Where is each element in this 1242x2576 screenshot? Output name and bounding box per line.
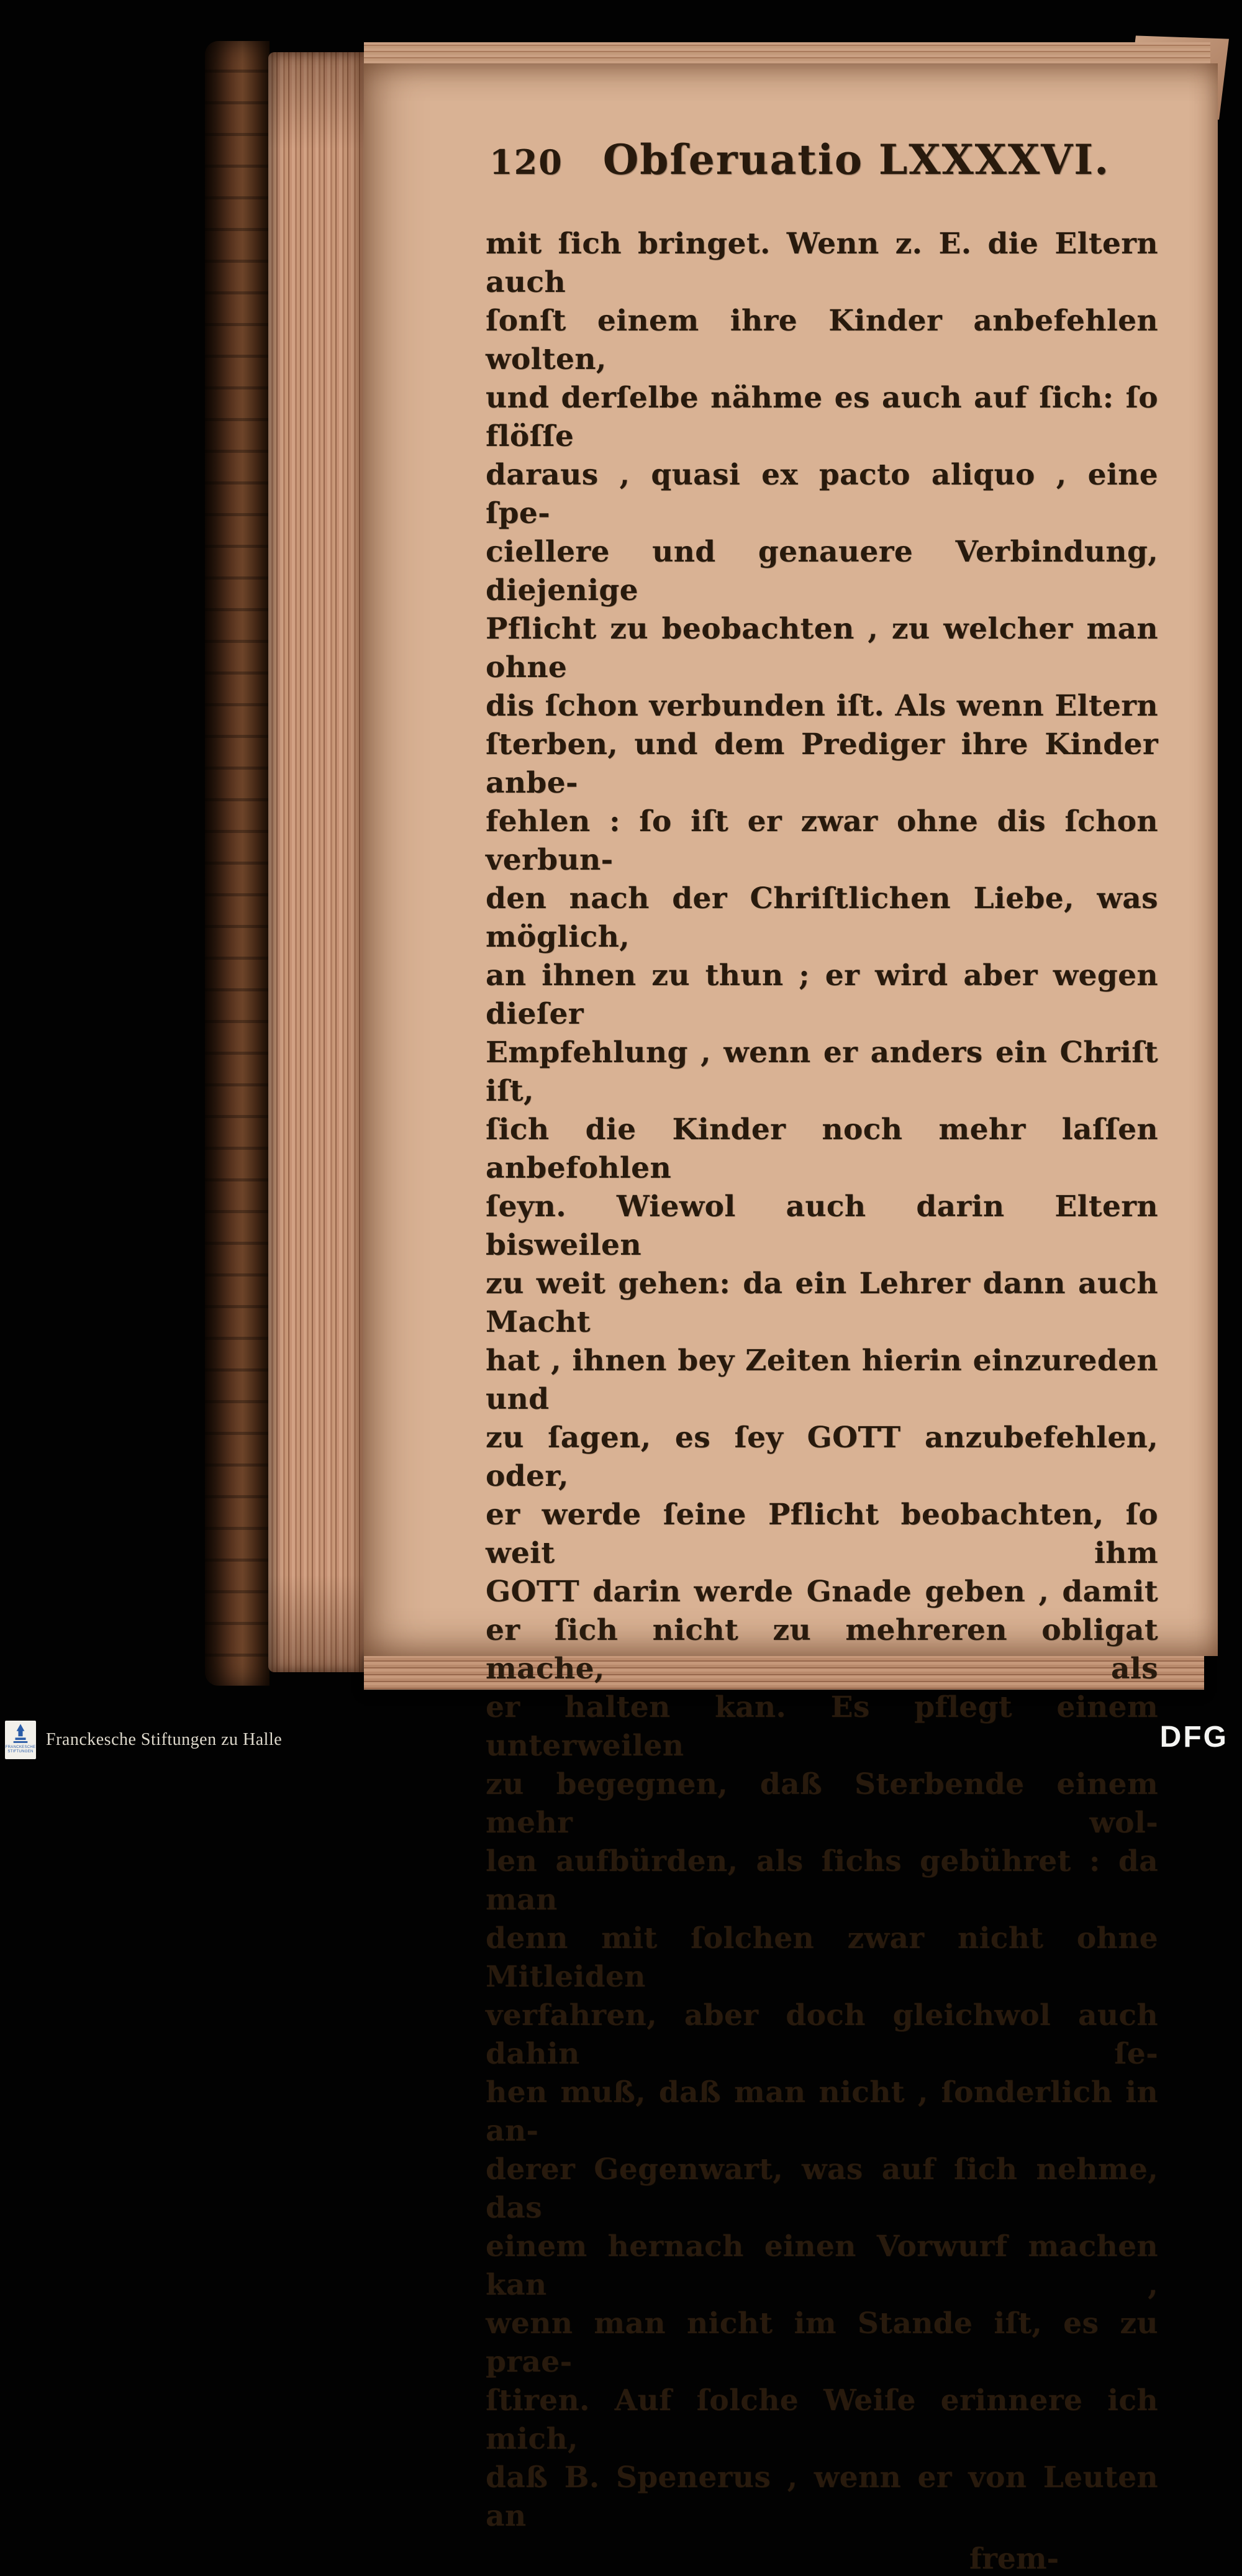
text-line: ſtiren. Auf ſolche Weiſe erinnere ich mich,: [486, 2383, 1158, 2456]
text-line: ſeyn. Wiewol auch darin Eltern bisweilen: [486, 1190, 1158, 1262]
text-line: daß B. Spenerus , wenn er von Leuten an: [486, 2460, 1158, 2533]
text-line: denn mit ſolchen zwar nicht ohne Mitleiden: [486, 1921, 1158, 1994]
text-line: ſonſt einem ihre Kinder anbefehlen wolten,: [486, 304, 1158, 376]
logo-caption: FRANCKESCHE STIFTUNGEN: [5, 1745, 36, 1754]
text-line: zu ſagen, es ſey GOTT anzubefehlen, oder,: [486, 1421, 1158, 1493]
text-line: Pflicht zu beobachten , zu welcher man ohne: [486, 612, 1158, 685]
text-line: GOTT darin werde Gnade geben , damit: [486, 1575, 1158, 1609]
text-line: an ihnen zu thun ; er wird aber wegen dieſer: [486, 958, 1158, 1031]
text-line: zu weit gehen: da ein Lehrer dann auch Macht: [486, 1267, 1158, 1339]
book-spine: [205, 41, 270, 1686]
text-line: daraus , quasi ex pacto aliquo , eine ſpe-: [486, 458, 1158, 530]
institution-label: Franckesche Stiftungen zu Halle: [46, 1730, 283, 1749]
text-line: len aufbürden, als ſichs gebühret : da man: [486, 1844, 1158, 1917]
text-line: ciellere und genauere Verbindung, diejenige: [486, 535, 1158, 608]
text-line: einem hernach einen Vorwurf machen kan ,: [486, 2229, 1158, 2302]
text-line: ſterben, und dem Prediger ihre Kinder anbe-: [486, 727, 1158, 800]
dfg-logo: DFG: [1159, 1721, 1228, 1754]
franckesche-stiftungen-logo-icon: [5, 1721, 36, 1759]
text-line: derer Gegenwart, was auf ſich nehme, das: [486, 2152, 1158, 2225]
text-line: Empfehlung , wenn er anders ein Chriſt iſt,: [486, 1035, 1158, 1108]
text-line: ſich die Kinder noch mehr laſſen anbefohlen: [486, 1113, 1158, 1185]
text-line: wenn man nicht im Stande iſt, es zu prae-: [486, 2306, 1158, 2379]
text-line: er werde ſeine Pflicht beobachten, ſo weit ihm: [486, 1498, 1158, 1570]
text-line: er halten kan. Es pflegt einem unterweilen: [486, 1690, 1158, 1763]
footer-institution: [5, 1721, 282, 1759]
text-line: fehlen : ſo iſt er zwar ohne dis ſchon verbun-: [486, 804, 1158, 877]
body-text: [486, 225, 1158, 2536]
text-line: dis ſchon verbunden iſt. Als wenn Eltern: [486, 689, 1158, 723]
observatio-title: Obſeruatio LXXXXVI.: [602, 135, 1110, 184]
text-line: den nach der Chriſtlichen Liebe, was möglich,: [486, 881, 1158, 954]
page-header: [486, 135, 1158, 184]
page-edge-stack: [268, 52, 366, 1672]
page-number: 120: [489, 142, 563, 182]
text-line: verfahren, aber doch gleichwol auch dahin ſe-: [486, 1998, 1158, 2071]
tower-glyph-icon: [10, 1723, 31, 1744]
text-line: und derſelbe nähme es auch auf ſich: ſo flöſſe: [486, 381, 1158, 453]
text-line: mit ſich bringet. Wenn z. E. die Eltern auch: [486, 227, 1158, 299]
text-line: hat , ihnen bey Zeiten hierin einzureden und: [486, 1344, 1158, 1416]
text-line: zu begegnen, daß Sterbende einem mehr wol-: [486, 1767, 1158, 1840]
catchword: frem-: [969, 2542, 1059, 2576]
text-line: er ſich nicht zu mehreren obligat mache, als: [486, 1613, 1158, 1686]
text-line: hen muß, daß man nicht , ſonderlich in an-: [486, 2075, 1158, 2148]
